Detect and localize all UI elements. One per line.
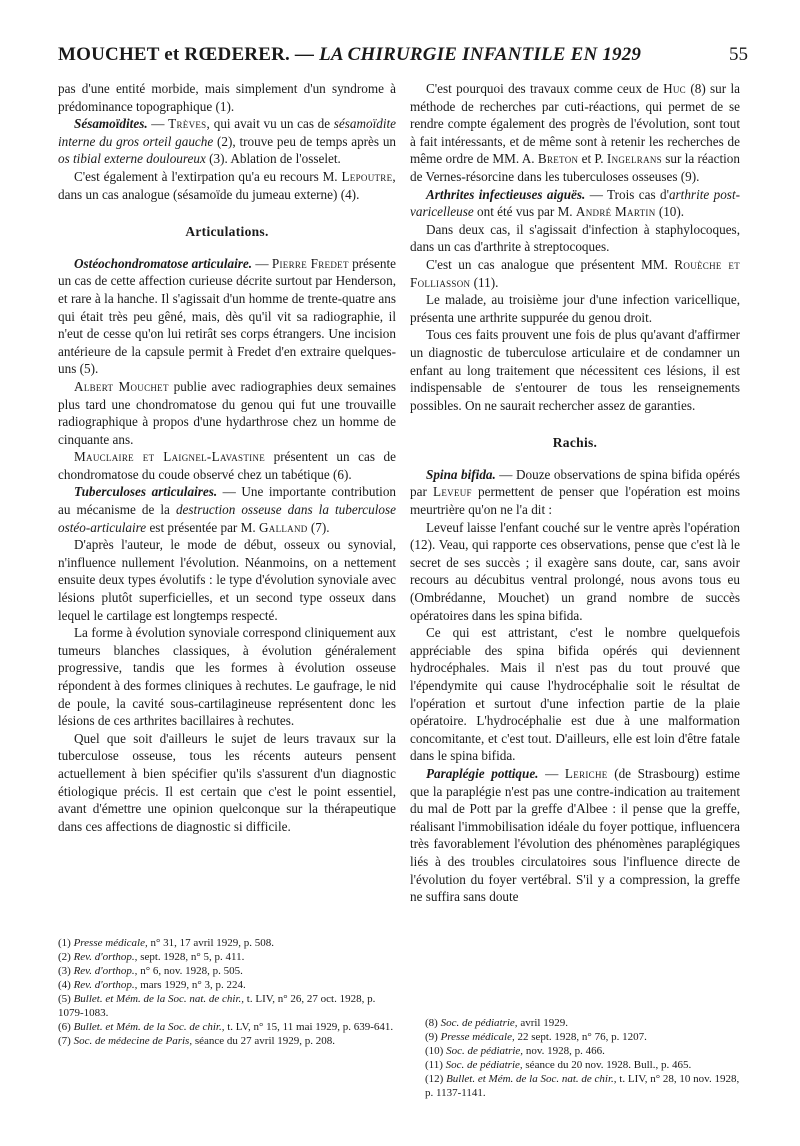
- text-span: (de Strasbourg) estime que la paraplégie n'est pas une contre-indication au traitement du mal de Pott par la greffe d'Albee : il pense que la greffe, réalisant l'immobilisation idéale du foyer pottique, influencera très favorablement l'évolution des phénomènes paraplégiques liés à des troubles circulatoires sous l'influence directe de l'évolution du foyer vertébral. S'il y a compression, la greffe ne suffira sans doute: [410, 765, 741, 905]
- text-span: est présentée par M.: [146, 519, 259, 535]
- footnote-details: séance du 27 avril 1929, p. 208.: [192, 1035, 336, 1047]
- footnote-source: Bullet. et Mém. de la Soc. nat. de chir.,: [446, 1073, 617, 1085]
- footnote: [425, 1058, 745, 1072]
- footnote-details: nov. 1928, p. 466.: [523, 1045, 605, 1057]
- footnote: [58, 978, 396, 992]
- footnote: [58, 964, 396, 978]
- text-span: C'est un cas analogue que présentent MM.: [426, 256, 675, 272]
- author-albert-mouchet: Albert Mouchet: [74, 378, 169, 394]
- text-span: ont été vus par M.: [473, 204, 576, 220]
- footnote-source: Rev. d'orthop.,: [73, 965, 138, 977]
- footnotes-right: [425, 1016, 745, 1100]
- footnote-number: (1): [58, 937, 74, 949]
- footnote: [58, 936, 396, 950]
- author-roueche: Rouèche et Folliasson: [410, 256, 740, 290]
- footnote-details: t. LIV, n° 28, 10 nov. 1928, p. 1137-1141.: [425, 1073, 740, 1099]
- footnote-details: avril 1929.: [517, 1017, 568, 1029]
- footnote-details: sept. 1928, n° 5, p. 411.: [137, 951, 245, 963]
- text-span: publie avec radiographies deux semaines plus tard une chondromatose du genou qui fut une trouvaille radiographique à propos d'une hydarthrose chez un homme de cinquante ans.: [58, 378, 396, 447]
- paragraph-leveuf: Leveuf laisse l'enfant couché sur le ventre après l'opération (12). Veau, qui rapporte ces observations, pense que c'est là le secret de ses succès ; il exagère sans doute, car, sans avoir recours au décubitus ventral prolongé, nous avons tous eu (Ombrédanne, Mouchet) un grand nombre de succès opératoires dans les spina bifida.: [410, 519, 740, 623]
- footnote-details: 22 sept. 1928, n° 76, p. 1207.: [514, 1031, 647, 1043]
- keyword-paraplegie: Paraplégie pottique.: [426, 765, 539, 781]
- footnote-source: Presse médicale,: [73, 937, 148, 949]
- author-breton: Breton: [537, 151, 579, 167]
- paragraph-tuberculoses: [58, 483, 396, 536]
- footnote: [58, 992, 396, 1020]
- italic-span: sésamoïdite interne du gros orteil gauche: [58, 116, 397, 149]
- author-ingelrans: Ingelrans: [606, 151, 662, 167]
- paragraph-entite: pas d'une entité morbide, mais simplement d'un syndrome à prédominance topographique (1).: [58, 81, 396, 114]
- keyword-tuberculoses: Tuberculoses articulaires.: [74, 484, 218, 500]
- paragraph-spina-bifida: [410, 466, 740, 519]
- footnote-number: (12): [425, 1073, 447, 1085]
- footnote: [425, 1072, 745, 1100]
- paragraph-cas-analogue: [410, 256, 740, 291]
- paragraph-quel-que-soit: Quel que soit d'ailleurs le sujet de leurs travaux sur la tuberculose osseuse, tous les récents auteurs pensent actuellement à bien spécifier qu'ils s'assurent d'un diagnostic étiologique précis. Il est certain que c'est le point essentiel, avant d'émettre une opinion quelconque sur la thérapeutique dans ces affections de diagnostic si difficile.: [58, 730, 396, 834]
- footnote: [425, 1044, 745, 1058]
- footnote-number: (10): [425, 1045, 447, 1057]
- author-leriche: Leriche: [564, 765, 608, 781]
- footnote-number: (3): [58, 965, 74, 977]
- footnote-number: (4): [58, 979, 74, 991]
- paragraph-arthrites: [410, 186, 740, 221]
- keyword-arthrites: Arthrites infectieuses aiguës.: [426, 186, 586, 202]
- footnote-source: Rev. d'orthop.,: [73, 951, 138, 963]
- dash: —: [538, 765, 565, 781]
- paragraph-deux-cas: Dans deux cas, il s'agissait d'infection à staphylocoques, dans un cas d'arthrite à streptocoques.: [410, 221, 740, 255]
- author-treves: Trèves,: [168, 116, 211, 132]
- paragraph-attristant: Ce qui est attristant, c'est le nombre quelquefois appréciable des spina bifida opérés qui deviennent hydrocéphales. Mais il n'est pas du tout prouvé que l'épendymite qui cause l'hydrocéphalie soit le résultat de l'opération et surtout d'une infection partie de la plaie opératoire. L'hydrocéphalie est due à une malformation concomitante, et c'est tout. D'ailleurs, elle est loin d'être fatale dans le spina bifida.: [410, 625, 740, 764]
- footnote-details: séance du 20 nov. 1928. Bull., p. 465.: [522, 1059, 692, 1071]
- footnote-number: (7): [58, 1035, 74, 1047]
- page-header: [58, 44, 748, 74]
- paragraph-forme-synoviale: La forme à évolution synoviale correspond cliniquement aux tumeurs blanches classiques, à évolution généralement progressive, tandis que les formes à évolution osseuse répondent à des formes cliniques à rechutes. Le gaufrage, le nid de poule, la cavité sous-cartilagineuse représentent donc les lésions de ces arthrites bacillaires à rechutes.: [58, 625, 396, 729]
- page-number: 55: [729, 44, 748, 65]
- italic-span: destruction osseuse dans la tuberculose ostéo-articulaire: [58, 502, 396, 535]
- paragraph-osteochondromatose: [58, 255, 396, 378]
- text-span: (3). Ablation de l'osselet.: [205, 151, 341, 167]
- paragraph-huc: [410, 80, 740, 186]
- running-head-title: LA CHIRURGIE INFANTILE EN 1929: [319, 44, 642, 65]
- text-span: (7).: [307, 519, 330, 535]
- footnote-source: Soc. de pédiatrie,: [446, 1045, 524, 1057]
- running-head-authors: [58, 44, 641, 66]
- author-andre-martin: André Martin: [575, 204, 656, 220]
- footnote-details: n° 6, nov. 1928, p. 505.: [137, 965, 243, 977]
- text-span: (10).: [655, 204, 685, 220]
- text-span: présente un cas de cette affection curieuse décrite surtout par Henderson, et rare à la hanche. Il s'agissait d'un homme de trente-quatre ans qui était très peu gêné, mais, dès qu'il vit sa radiographie, il n'eut de cesse qu'on lui retirât ses corps étrangers. Une incision antérieure de la capsule permit à Fredet d'en extraire quelques-uns (5).: [58, 255, 396, 377]
- footnote-details: mars 1929, n° 3, p. 224.: [137, 979, 246, 991]
- footnote: [425, 1030, 745, 1044]
- footnote-number: (5): [58, 993, 74, 1005]
- author-leveuf: Leveuf: [433, 484, 472, 500]
- author-fredet: Pierre Fredet: [271, 255, 349, 271]
- header-authors: MOUCHET et RŒDERER.: [58, 44, 290, 65]
- italic-span: arthrite post-varicelleuse: [410, 186, 740, 220]
- text-span: — Une importante contribution au mécanisme de la: [58, 484, 397, 518]
- footnote-source: Bullet. et Mém. de la Soc. nat. de chir.,: [73, 993, 245, 1005]
- paragraph-apres-auteur: D'après l'auteur, le mode de début, osseux ou synovial, n'influence nullement l'évolution. Néanmoins, on a nettement ensuite deux types évolutifs : le type d'évolution synoviale avec lésions plutôt superficielles, et un second type osseux dans lequel le cartilage est longtemps respecté.: [58, 537, 396, 623]
- italic-span: os tibial externe douloureux: [58, 151, 206, 167]
- text-span: permettent de penser que l'opération est moins meurtrière qu'on ne l'a dit :: [410, 484, 740, 518]
- header-dash: —: [289, 44, 320, 65]
- text-span: et P.: [578, 151, 607, 167]
- paragraph-tous-ces-faits: Tous ces faits prouvent une fois de plus qu'avant d'affirmer un diagnostic de tuberculose articulaire et de condamner un enfant au long traitement que nécessitent ces lésions, il est indispensable de s'entourer de tous les renseignements possibles. On ne saurait rechercher assez de garanties.: [410, 327, 740, 413]
- paragraph-paraplegie: [410, 765, 740, 906]
- footnotes-left: [58, 936, 396, 1048]
- footnote-source: Rev. d'orthop.,: [73, 979, 138, 991]
- text-span: (2), trouve peu de temps après un: [213, 133, 397, 149]
- keyword-sesamoidites: Sésamoïdites.: [74, 116, 148, 132]
- footnote: [58, 1020, 396, 1034]
- footnote-number: (9): [425, 1031, 441, 1043]
- dash: —: [252, 255, 272, 271]
- text-span: — Trois cas d': [585, 186, 669, 202]
- footnote-details: n° 31, 17 avril 1929, p. 508.: [147, 937, 275, 949]
- section-heading-rachis: Rachis.: [552, 435, 598, 451]
- text-span: qui avait vu un cas de: [210, 116, 334, 132]
- text-span: sur la réaction de Vernes-résorcine dans les tuberculoses osseuses (9).: [410, 151, 740, 184]
- footnote-source: Presse médicale,: [440, 1031, 515, 1043]
- footnote-number: (11): [425, 1059, 446, 1071]
- footnote-source: Bullet. et Mém. de la Soc. de chir.,: [73, 1021, 225, 1033]
- text-span: — Douze observations de spina bifida opérés par: [410, 466, 740, 500]
- text-span: présentent un cas de chondromatose du coude observé chez un tabétique (6).: [58, 449, 397, 482]
- text-span: C'est également à l'extirpation qu'a eu recours M.: [74, 168, 342, 184]
- footnote-source: Soc. de pédiatrie,: [445, 1059, 523, 1071]
- footnote-source: Soc. de pédiatrie,: [440, 1017, 518, 1029]
- footnote: [425, 1016, 745, 1030]
- paragraph-lepoutre: [58, 168, 396, 203]
- footnote-number: (6): [58, 1021, 74, 1033]
- paragraph-malade: Le malade, au troisième jour d'une infection varicellique, présenta une arthrite suppurée du genou droit.: [410, 292, 740, 325]
- left-column: [58, 80, 396, 835]
- paragraph-mauclaire: [58, 448, 396, 483]
- keyword-spina-bifida: Spina bifida.: [426, 466, 496, 482]
- footnote-source: Soc. de médecine de Paris,: [73, 1035, 193, 1047]
- text-span: dans un cas analogue (sésamoïde du jumeau externe) (4).: [58, 186, 360, 202]
- footnote-number: (2): [58, 951, 74, 963]
- author-galland: Galland: [258, 519, 308, 535]
- keyword-osteochondromatose: Ostéochondromatose articulaire.: [74, 255, 253, 271]
- text-span: (11).: [470, 274, 499, 290]
- text-span: (8) sur la méthode de recherches par cuti-réactions, qui permet de se rendre compte également des progrès de l'évolution, sont tout à fait intéressants, et de même sont à retenir les recherches de même ordre de MM. A.: [410, 81, 741, 167]
- author-huc: Huc: [663, 81, 686, 96]
- dash: —: [147, 116, 169, 132]
- footnote: [58, 950, 396, 964]
- footnote-details: t. LV, n° 15, 11 mai 1929, p. 639-641.: [224, 1021, 394, 1033]
- author-mauclaire: Mauclaire et Laignel-Lavastine: [74, 449, 266, 465]
- footnote-number: (8): [425, 1017, 441, 1029]
- footnote: [58, 1034, 396, 1048]
- footnote-details: t. LIV, n° 26, 27 oct. 1928, p. 1079-1083.: [58, 993, 376, 1019]
- right-column: [410, 80, 740, 906]
- section-heading-articulations: Articulations.: [185, 224, 269, 240]
- text-span: C'est pourquoi des travaux comme ceux de: [426, 81, 664, 96]
- paragraph-albert-mouchet: [58, 378, 396, 448]
- paragraph-sesamoidites: [58, 115, 396, 168]
- author-lepoutre: Lepoutre,: [341, 168, 396, 184]
